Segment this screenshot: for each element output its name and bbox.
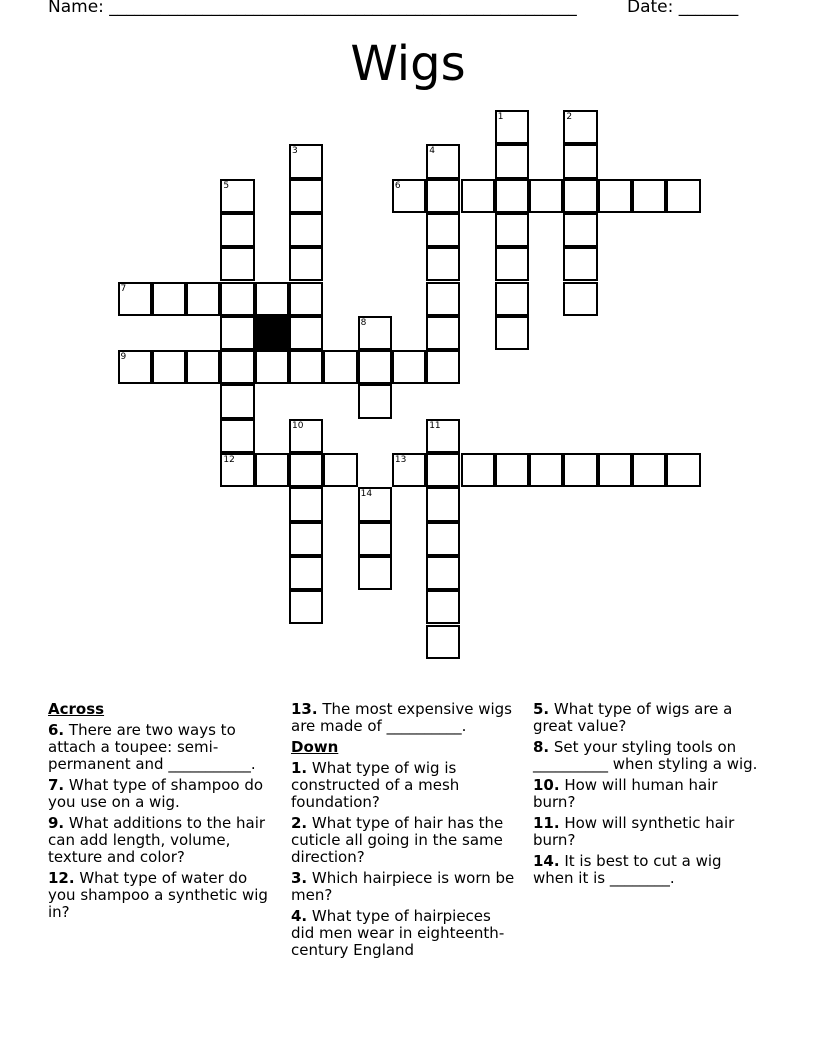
grid-cell[interactable] xyxy=(152,350,186,384)
clue-item-number: 4. xyxy=(291,907,308,925)
clue-number: 5 xyxy=(223,180,230,191)
grid-cell[interactable] xyxy=(358,556,392,590)
clue-item xyxy=(48,777,273,811)
clue-item-text: Which hairpiece is worn be men? xyxy=(291,869,515,904)
grid-cell[interactable] xyxy=(563,179,597,213)
clue-item xyxy=(533,739,758,773)
grid-cell[interactable] xyxy=(529,179,563,213)
grid-cell[interactable] xyxy=(220,316,254,350)
clue-number: 12 xyxy=(223,455,235,465)
grid-cell[interactable] xyxy=(289,590,323,624)
down-heading: Down xyxy=(291,738,339,756)
clue-item-number: 7. xyxy=(48,776,65,794)
across-clues-list xyxy=(48,722,273,921)
clue-number: 11 xyxy=(429,420,441,431)
grid-cell[interactable] xyxy=(426,213,460,247)
grid-cell[interactable] xyxy=(152,282,186,316)
clue-item xyxy=(291,815,516,866)
grid-cell[interactable] xyxy=(358,487,392,521)
grid-cell[interactable] xyxy=(563,247,597,281)
clue-number: 13 xyxy=(394,455,407,465)
clue-item-text: The most expensive wigs are made of __________. xyxy=(291,700,512,735)
grid-cell[interactable] xyxy=(186,282,220,316)
clue-item xyxy=(533,701,758,735)
grid-cell[interactable] xyxy=(255,453,289,487)
grid-cell[interactable] xyxy=(220,247,254,281)
grid-cell[interactable] xyxy=(598,453,632,487)
grid-cell[interactable] xyxy=(529,453,563,487)
grid-cell[interactable] xyxy=(495,179,529,213)
grid-cell[interactable] xyxy=(666,179,700,213)
clue-item xyxy=(291,701,516,735)
grid-cell[interactable] xyxy=(563,282,597,316)
grid-cell[interactable] xyxy=(289,144,323,178)
grid-cell[interactable] xyxy=(289,522,323,556)
clue-item-number: 10. xyxy=(533,776,560,794)
grid-cell[interactable] xyxy=(289,213,323,247)
across-heading: Across xyxy=(48,700,105,718)
clue-number: 3 xyxy=(292,146,298,157)
grid-cell[interactable] xyxy=(323,453,357,487)
grid-cell[interactable] xyxy=(563,453,597,487)
grid-cell[interactable] xyxy=(461,453,495,487)
grid-cell[interactable] xyxy=(495,213,529,247)
grid-cell[interactable] xyxy=(289,247,323,281)
grid-cell[interactable] xyxy=(632,179,666,213)
clue-item xyxy=(48,815,273,866)
across-clues-list-continued xyxy=(291,701,516,735)
grid-cell[interactable] xyxy=(358,350,392,384)
clue-item xyxy=(291,870,516,904)
grid-cell[interactable] xyxy=(426,556,460,590)
grid-cell[interactable] xyxy=(563,110,597,144)
grid-cell[interactable] xyxy=(426,487,460,521)
grid-cell[interactable] xyxy=(358,522,392,556)
clue-column-1 xyxy=(48,701,273,925)
clue-column-3 xyxy=(533,701,758,891)
grid-cell[interactable] xyxy=(289,556,323,590)
grid-cell[interactable] xyxy=(358,384,392,418)
clue-item-number: 1. xyxy=(291,759,308,777)
clue-item-number: 9. xyxy=(48,814,65,832)
clue-item xyxy=(48,870,273,921)
clue-item xyxy=(291,908,516,959)
grid-cell[interactable] xyxy=(289,350,323,384)
grid-cell[interactable] xyxy=(358,316,392,350)
grid-cell[interactable] xyxy=(426,522,460,556)
clue-item xyxy=(291,760,516,811)
grid-cell[interactable] xyxy=(220,213,254,247)
grid-block xyxy=(255,316,289,350)
grid-cell[interactable] xyxy=(426,282,460,316)
clue-item-number: 3. xyxy=(291,869,308,887)
grid-cell[interactable] xyxy=(426,453,460,487)
grid-cell[interactable] xyxy=(426,625,460,659)
grid-cell[interactable] xyxy=(495,144,529,178)
grid-cell[interactable] xyxy=(632,453,666,487)
grid-cell[interactable] xyxy=(666,453,700,487)
grid-cell[interactable] xyxy=(426,316,460,350)
grid-cell[interactable] xyxy=(220,350,254,384)
grid-cell[interactable] xyxy=(118,350,152,384)
clue-number: 6 xyxy=(394,180,401,191)
grid-cell[interactable] xyxy=(289,453,323,487)
clue-item-text: How will human hair burn? xyxy=(533,776,718,811)
grid-cell[interactable] xyxy=(495,247,529,281)
clue-item xyxy=(48,722,273,773)
clue-number: 10 xyxy=(292,420,304,431)
grid-cell[interactable] xyxy=(495,282,529,316)
grid-cell[interactable] xyxy=(118,282,152,316)
grid-cell[interactable] xyxy=(495,110,529,144)
grid-cell[interactable] xyxy=(495,453,529,487)
grid-cell[interactable] xyxy=(289,419,323,453)
grid-cell[interactable] xyxy=(563,144,597,178)
clue-number: 8 xyxy=(360,317,367,328)
grid-cell[interactable] xyxy=(426,590,460,624)
grid-cell[interactable] xyxy=(426,350,460,384)
clue-item-number: 11. xyxy=(533,814,560,832)
grid-cell[interactable] xyxy=(289,487,323,521)
grid-cell[interactable] xyxy=(220,179,254,213)
grid-cell[interactable] xyxy=(220,419,254,453)
clue-item-number: 13. xyxy=(291,700,318,718)
clue-number: 9 xyxy=(120,352,127,363)
grid-cell[interactable] xyxy=(598,179,632,213)
grid-cell[interactable] xyxy=(392,453,426,487)
clue-item-number: 14. xyxy=(533,852,560,870)
grid-cell[interactable] xyxy=(392,350,426,384)
grid-cell[interactable] xyxy=(220,384,254,418)
grid-cell[interactable] xyxy=(220,282,254,316)
clue-item xyxy=(533,815,758,849)
grid-cell[interactable] xyxy=(255,282,289,316)
grid-cell[interactable] xyxy=(289,282,323,316)
clue-item-text: What type of water do you shampoo a synthetic wig in? xyxy=(48,869,268,921)
clue-item-number: 6. xyxy=(48,721,65,739)
down-clues-list-continued xyxy=(533,701,758,887)
grid-cell[interactable] xyxy=(289,316,323,350)
grid-cell[interactable] xyxy=(495,316,529,350)
clue-number: 14 xyxy=(360,489,373,500)
clue-item-text: What type of wig is constructed of a mesh foundation? xyxy=(291,759,460,811)
grid-cell[interactable] xyxy=(461,179,495,213)
grid-cell[interactable] xyxy=(220,453,254,487)
clue-number: 1 xyxy=(497,112,504,122)
grid-cell[interactable] xyxy=(426,179,460,213)
grid-cell[interactable] xyxy=(426,144,460,178)
clue-item-text: What additions to the hair can add length, volume, texture and color? xyxy=(48,814,266,866)
clue-item-text: Set your styling tools on __________ when styling a wig. xyxy=(533,738,758,773)
down-clues-list xyxy=(291,760,516,959)
clue-item-number: 5. xyxy=(533,700,550,718)
clue-item-text: How will synthetic hair burn? xyxy=(533,814,735,849)
grid-cell[interactable] xyxy=(323,350,357,384)
clue-item-text: What type of wigs are a great value? xyxy=(533,700,733,735)
clue-number: 2 xyxy=(566,112,573,122)
clue-item-text: What type of hair has the cuticle all going in the same direction? xyxy=(291,814,504,866)
clue-item xyxy=(533,853,758,887)
clue-item-number: 8. xyxy=(533,738,550,756)
clue-number: 4 xyxy=(429,146,435,157)
grid-cell[interactable] xyxy=(186,350,220,384)
clue-item xyxy=(533,777,758,811)
page-title: Wigs xyxy=(350,36,466,92)
grid-cell[interactable] xyxy=(392,179,426,213)
clue-item-number: 2. xyxy=(291,814,308,832)
clue-item-number: 12. xyxy=(48,869,75,887)
clue-item-text: What type of hairpieces did men wear in eighteenth-century England xyxy=(291,907,505,959)
clue-item-text: What type of shampoo do you use on a wig. xyxy=(48,776,264,811)
clue-column-2 xyxy=(291,701,516,963)
grid-cell[interactable] xyxy=(426,419,460,453)
grid-cell[interactable] xyxy=(255,350,289,384)
grid-cell[interactable] xyxy=(563,213,597,247)
clue-item-text: There are two ways to attach a toupee: semi-permanent and ___________. xyxy=(48,721,256,773)
clue-item-text: It is best to cut a wig when it is ________. xyxy=(533,852,722,887)
clue-number: 7 xyxy=(120,283,127,294)
grid-cell[interactable] xyxy=(289,179,323,213)
name-line[interactable]: Name: _______________________________________________________ xyxy=(48,0,577,17)
date-line[interactable]: Date: _______ xyxy=(627,0,739,17)
grid-cell[interactable] xyxy=(426,247,460,281)
